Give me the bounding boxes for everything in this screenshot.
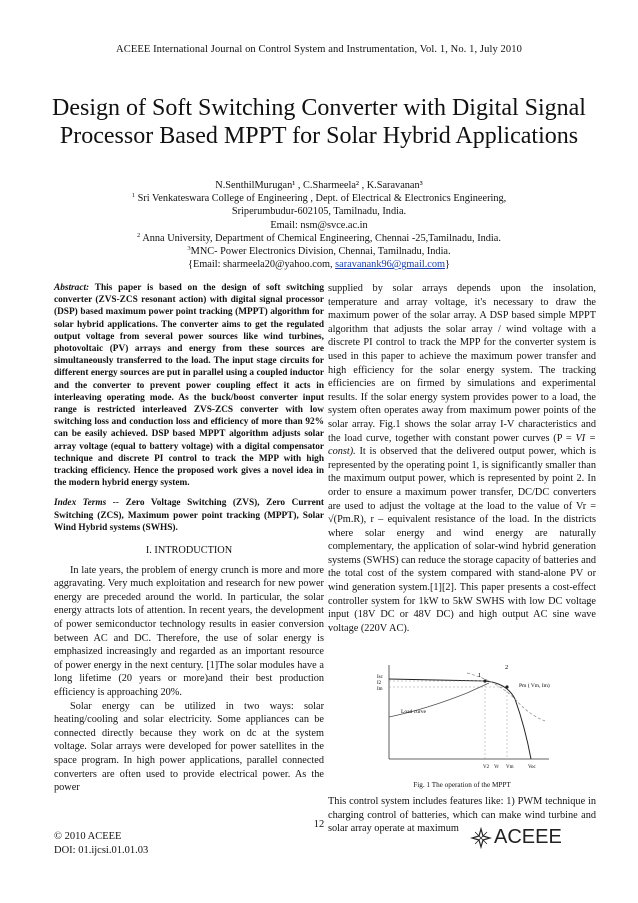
index-terms: [54, 497, 324, 534]
doi: DOI: 01.ijcsi.01.01.03: [54, 845, 149, 856]
affiliation-2-text: Anna University, Department of Chemical Engineering, Chennai -25,Tamilnadu, India.: [142, 232, 501, 244]
y-label-im: Im: [377, 687, 383, 693]
left-column: [54, 282, 324, 795]
affiliation-3-email: [60, 258, 578, 271]
affiliation-3: [60, 245, 578, 258]
footer-info: [54, 830, 148, 858]
power-formula: VI = const).: [328, 432, 596, 458]
author-names: N.SenthilMurugan¹ , C.Sharmeela² , K.Saravanan³: [215, 180, 423, 191]
copyright: © 2010 ACEEE: [54, 831, 122, 842]
author-block: [60, 179, 578, 271]
y-label-i2: I2: [377, 681, 382, 687]
index-terms-text: Zero Voltage Switching (ZVS), Zero Current Switching (ZCS), Maximum power point tracking (MPPT), Solar Wind Hybrid systems (SWHS).: [54, 498, 324, 533]
iv-curve: [389, 679, 531, 759]
affiliation-1-email: Email: nsm@svce.ac.in: [270, 219, 368, 231]
affiliation-1-text: Sri Venkateswara College of Engineering , Dept. of Electrical & Electronics Engineering,: [137, 193, 507, 205]
figure-caption: Fig. 1 The operation of the MPPT: [413, 781, 511, 790]
affiliation-2-marker: 2: [137, 231, 141, 239]
right-paragraph-2: This control system includes features like: 1) PWM technique in charging control of batteries, which can make wind turbine and solar array operate at maximum: [328, 796, 596, 835]
affiliation-1: [60, 192, 578, 205]
affiliation-3-text: MNC- Power Electronics Division, Chennai, Tamilnadu, India.: [190, 246, 451, 258]
affiliation-1-marker: 1: [131, 192, 135, 200]
email-prefix: {Email: sharmeela20@yahoo.com,: [188, 259, 336, 271]
right-paragraph-1b: It is observed that the delivered output power, which is represented by the operating point 1, is significantly smaller than the maximum output power, which is represented by point 2. In order to ensure a maximum power transfer, DC/DC converters are used to adjust the voltage at the load to the value of Vr = √(Pm.R), r – equivalent resistance of the load. In the districts where solar energy and wind energy are naturally complementary, the application of solar-wind hybrid generation systems (SWHS) can reduce the storage capacity of batteries and the total cost of the system compared with stand-alone PV or wind generation system.[1][2]. This paper presents a cost-effect controller system for 1kW to 5kW SWHS with low DC voltage input (18V DC or 48V DC) and high output AC sine wave voltage (220V AC).: [328, 446, 596, 634]
figure-1: [328, 657, 596, 793]
intro-paragraph-1: In late years, the problem of energy crunch is more and more aggravating. Very much exploitation and research for new power energy are preceded around the world. In particular, the solar energy attracts lots of attention. In recent years, the development of power semiconductor technology results in easier conversion between AC and DC. Therefore, the use of solar energy is emphasized increasingly and regarded as an important resource of power energy in the next century. [1]The solar modules have a long lifetime (20 years or more)and their best production efficiency is approaching 20%.: [54, 564, 324, 698]
section-heading-introduction: I. INTRODUCTION: [145, 545, 233, 557]
email-link[interactable]: saravanank96@gmail.com: [335, 259, 445, 271]
label-point-2: 2: [505, 664, 509, 672]
right-paragraph-1a: supplied by solar arrays depends upon the insolation, temperature and array voltage, it's necessary to draw the maximum power of the solar array. A DSP based simple MPPT algorithm that adjusts the solar array / wind voltage with a discrete PI control to track the MPP for the converter system is used in this paper to achieve the maximum power transfer and high efficiency for the solar energy system. The tracking efficiencies are on firmed by simulations and experimental results. If the solar energy system provides power to a load, the system often operates away from maximum power points of the solar array. Fig.1 shows the solar array I-V characteristics and the load curve, together with constant power curves (P =: [328, 283, 596, 444]
page-number: 12: [313, 819, 325, 830]
operating-point-2: [505, 686, 508, 689]
affiliation-1-city: Sriperumbudur-602105, Tamilnadu, India.: [231, 206, 407, 218]
affiliation-2: [60, 232, 578, 245]
aceee-logo-icon: [470, 827, 492, 849]
email-suffix: }: [445, 259, 450, 271]
mppt-iv-diagram: [367, 657, 557, 775]
abstract-text: This paper is based on the design of soft switching converter (ZVS-ZCS resonant action) with digital signal processor (DSP) based maximum power point tracking (MPPT) algorithm for solar hybrid applications. The converter aims to get the regulated output voltage from several power sources like wind turbines, photovoltaic (PV) arrays and energy from these sources are simultaneously transferred to the load. The input stage circuits for different energy sources are put in parallel using a coupled inductor and the converter to prevent power coupling effect it acts in interleaving operating mode. As the buck/boost converter input range is restricted interleaved ZVS-ZCS converter with low switching loss and conduction loss and efficiency of more than 92% can be easily achieved. DSP based MPPT algorithm adjusts solar array voltage (equal to battery voltage) with a digital compensator technique and discrete PI control to track the MPP with high tracking efficiency. Hence the proposed work gives a novel idea in the modern hybrid energy system.: [54, 283, 324, 489]
x-label-v2: V2: [483, 765, 490, 771]
index-terms-label: Index Terms --: [54, 498, 119, 509]
paper-title: Design of Soft Switching Converter with Digital Signal Processor Based MPPT for Solar Hybrid Applications: [52, 95, 586, 149]
x-label-vr: Vr: [494, 765, 499, 771]
intro-paragraph-2: Solar energy can be utilized in two ways: solar heating/cooling and solar electricity. Some appliances can be connected directly because they work on dc at the system voltage. Solar arrays were developed for power satellites in the space program. In high power applications, parallel connected converters are often used to provide electrical power. As the power: [54, 700, 324, 794]
aceee-logo: [470, 826, 562, 849]
label-pm: Pm ( Vm, Im): [519, 683, 550, 690]
y-label-isc: Isc: [377, 675, 383, 681]
label-point-1: 1: [478, 672, 482, 680]
right-column: [328, 282, 596, 836]
operating-point-1: [483, 680, 486, 683]
x-label-vm: Vm: [506, 765, 514, 771]
constant-power-curve: [467, 673, 545, 721]
aceee-logo-text: ACEEE: [494, 826, 562, 848]
x-label-voc: Voc: [528, 765, 536, 771]
journal-header: ACEEE International Journal on Control System and Instrumentation, Vol. 1, No. 1, July 2010: [116, 44, 522, 55]
affiliation-3-marker: 3: [187, 245, 191, 253]
label-load-curve: Load curve: [401, 709, 426, 716]
abstract-label: Abstract:: [54, 283, 90, 293]
abstract: [54, 282, 324, 489]
right-paragraph-1: [328, 282, 596, 635]
